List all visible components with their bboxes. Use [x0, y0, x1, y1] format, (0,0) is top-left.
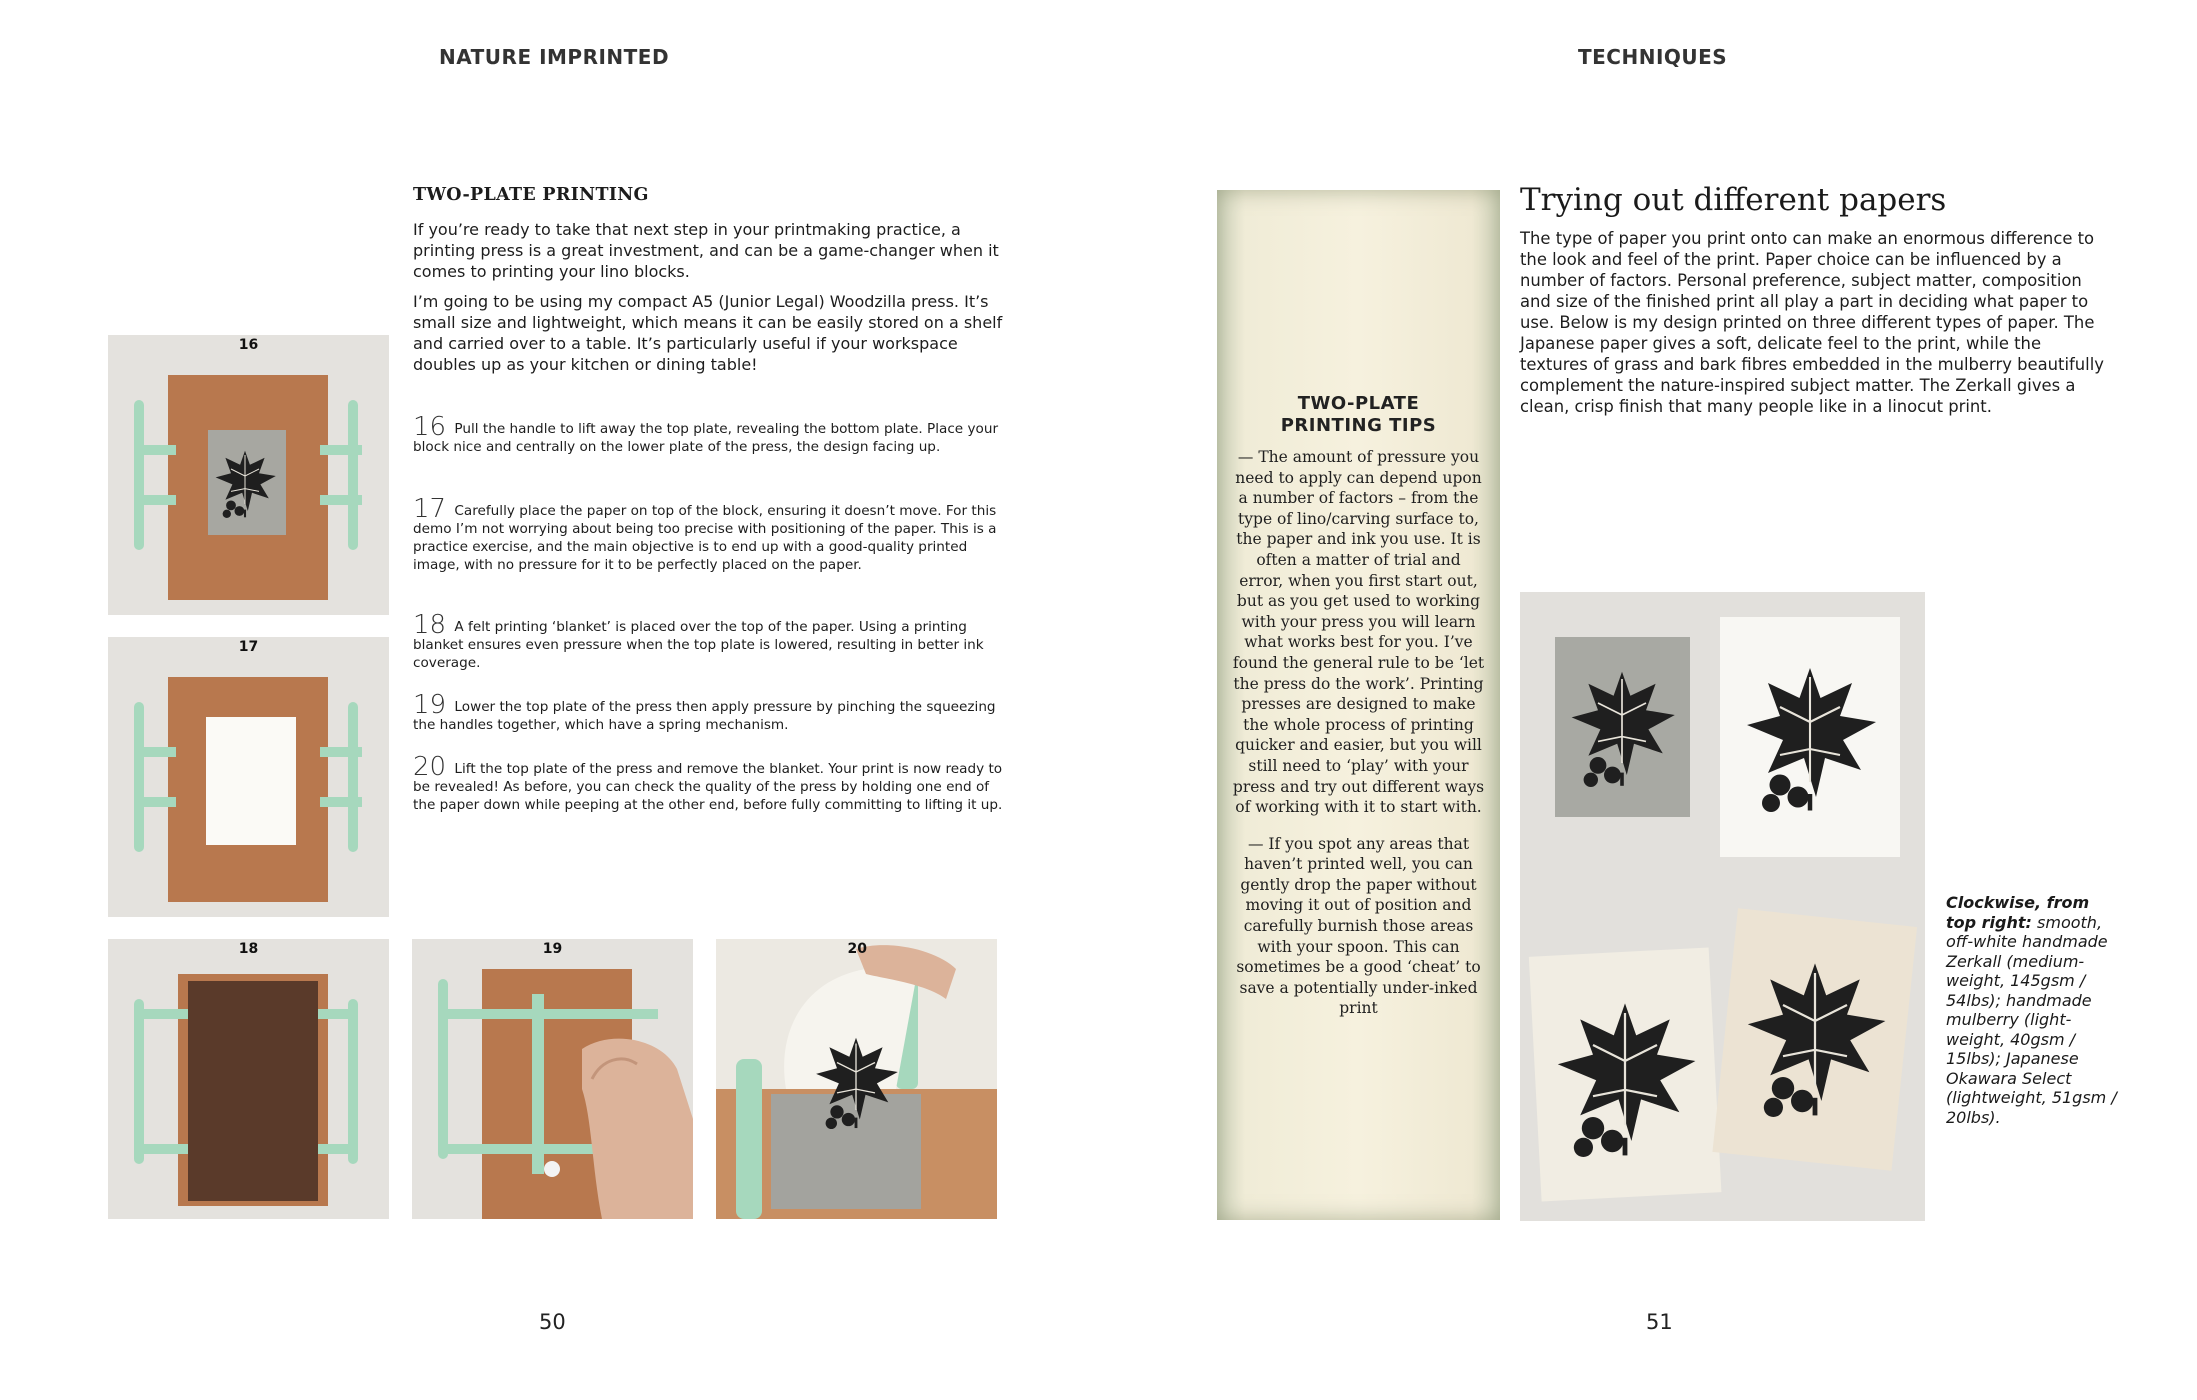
caption-text: smooth, off-white handmade Zerkall (medium-weight, 145gsm / 54lbs); handmade mulberry (light-weight, 40gsm / 15lbs); Japanese Okawara Select (lightweight, 51gsm / 20lbs).: [1946, 912, 2117, 1127]
step-20: [413, 752, 1008, 814]
photo-label: 17: [238, 639, 259, 655]
step-text: Lower the top plate of the press then apply pressure by pinching the squeezing the handles together, which have a spring mechanism.: [413, 699, 996, 733]
running-head-right: TECHNIQUES: [1578, 45, 1728, 69]
step-text: Carefully place the paper on top of the block, ensuring it doesn’t move. For this demo I’m not worrying about being too precise with positioning of the paper. This is a practice exercise, and the main objective is to end up with a good-quality printed image, with no pressure for it to be perfectly placed on the paper.: [413, 503, 997, 573]
step-18: [413, 610, 1008, 672]
step-number: 16: [413, 412, 447, 442]
photo-step-17: [108, 637, 389, 917]
page-number-left: 50: [539, 1310, 566, 1334]
step-16: [413, 412, 1008, 456]
step-number: 20: [413, 752, 447, 782]
papers-title: Trying out different papers: [1520, 182, 1947, 218]
tips-heading: [1232, 393, 1485, 437]
running-head-left: NATURE IMPRINTED: [439, 45, 670, 69]
tips-heading-line: TWO-PLATE: [1297, 393, 1420, 414]
step-19: [413, 690, 1008, 734]
intro-paragraph: If you’re ready to take that next step in your printmaking practice, a printing press is a great investment, and can be a game-changer when it comes to printing your lino blocks.: [413, 220, 999, 281]
two-plate-intro: [413, 185, 1003, 384]
intro-paragraph: I’m going to be using my compact A5 (Junior Legal) Woodzilla press. It’s small size and lightweight, which means it can be easily stored on a shelf and carried over to a table. It’s particularly useful if your workspace doubles up as your kitchen or dining table!: [413, 292, 1003, 374]
section-heading: TWO-PLATE PRINTING: [413, 185, 649, 205]
tip-paragraph: — The amount of pressure you need to apply can depend upon a number of factors – from the type of lino/carving surface to, the paper and ink you use. It is often a matter of trial and error, when you first start out, but as you get used to working with your press you will learn what works best for you. I’ve found the general rule to be ‘let the press do the work’. Printing presses are designed to make the whole process of printing quicker and easier, but you will still need to ‘play’ with your press and try out different ways of working with it to start with.: [1232, 448, 1485, 817]
step-number: 17: [413, 494, 447, 524]
photo-label: 16: [238, 337, 259, 353]
caption-lead: Clockwise, from top right:: [1946, 893, 2090, 932]
photo-step-20: [716, 939, 997, 1219]
photo-step-18: [108, 939, 389, 1219]
step-text: A felt printing ‘blanket’ is placed over the top of the paper. Using a printing blanket ensures even pressure when the top plate is lowered, resulting in better ink coverage.: [413, 619, 984, 671]
step-17: [413, 494, 1008, 574]
step-number: 18: [413, 610, 447, 640]
photo-step-16: [108, 335, 389, 615]
tips-heading-line: PRINTING TIPS: [1280, 415, 1437, 436]
page-number-right: 51: [1646, 1310, 1673, 1334]
photo-label: 19: [542, 941, 563, 957]
tip-paragraph: — If you spot any areas that haven’t printed well, you can gently drop the paper without moving it out of position and carefully burnish those areas with your spoon. This can sometimes be a good ‘cheat’ to save a potentially under-inked print: [1236, 834, 1481, 1018]
tips-panel: [1217, 190, 1500, 1220]
photo-label: 18: [238, 941, 259, 957]
papers-body: The type of paper you print onto can make an enormous difference to the look and feel of the print. Paper choice can be influenced by a number of factors. Personal preference, subject matter, composition and size of the finished print all play a part in deciding what paper to use. Below is my design printed on three different types of paper. The Japanese paper gives a soft, delicate feel to the print, while the textures of grass and bark fibres embedded in the mulberry beautifully complement the nature-inspired subject matter. The Zerkall gives a clean, crisp finish that many people like in a linocut print.: [1520, 229, 2104, 416]
photo-paper-samples: [1520, 592, 1925, 1221]
photo-step-19: [412, 939, 693, 1219]
photo-caption: [1946, 893, 2121, 1127]
step-text: Pull the handle to lift away the top plate, revealing the bottom plate. Place your block nice and centrally on the lower plate of the press, the design facing up.: [413, 421, 999, 455]
step-number: 19: [413, 690, 447, 720]
step-text: Lift the top plate of the press and remove the blanket. Your print is now ready to be revealed! As before, you can check the quality of the press by holding one end of the paper down while peeping at the other end, before fully committing to lifting it up.: [413, 761, 1003, 813]
photo-label: 20: [847, 941, 867, 957]
